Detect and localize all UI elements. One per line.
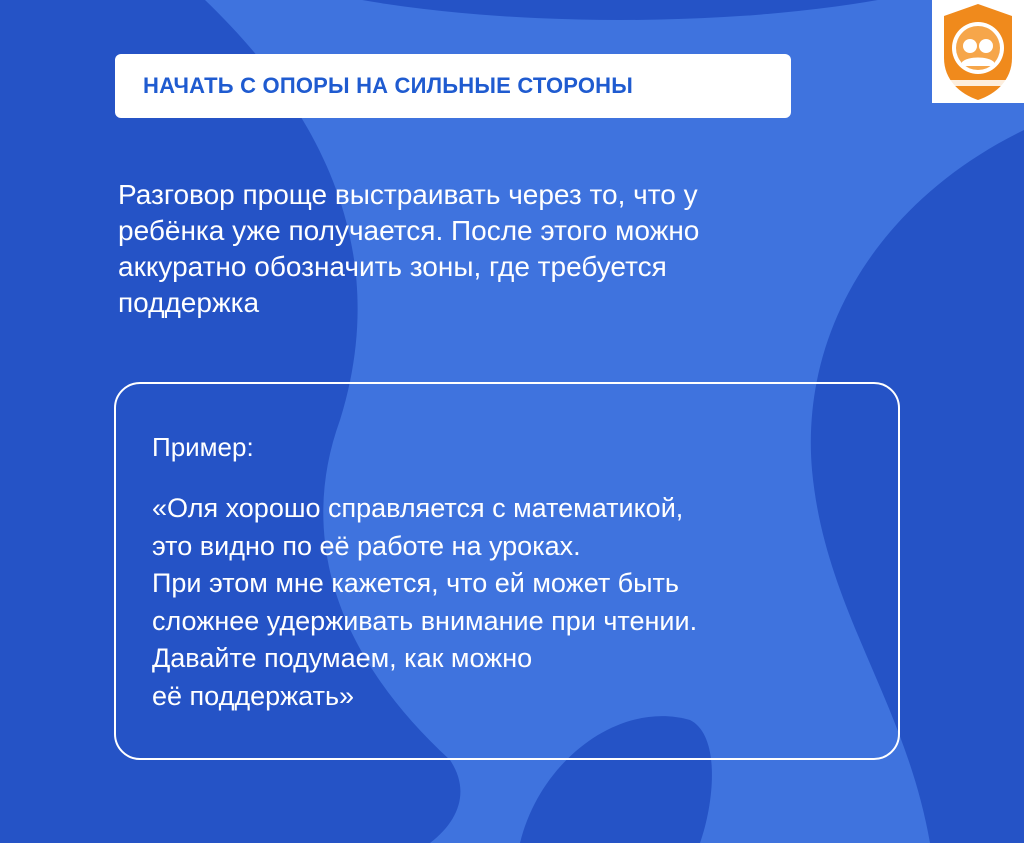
quote-line: её поддержать» bbox=[152, 680, 355, 711]
quote-line: Давайте подумаем, как можно bbox=[152, 643, 533, 673]
quote-line: это видно по её работе на уроках. bbox=[152, 530, 581, 561]
quote-line: При этом мне кажется, что ей может быть bbox=[152, 568, 679, 598]
intro-text bbox=[118, 177, 908, 321]
quote-line: «Оля хорошо справляется с математикой, bbox=[152, 493, 684, 523]
section-title: НАЧАТЬ С ОПОРЫ НА СИЛЬНЫЕ СТОРОНЫ bbox=[143, 73, 633, 98]
example-label: Пример: bbox=[152, 432, 254, 462]
quote-line: сложнее удерживать внимание при чтении. bbox=[152, 605, 698, 636]
intro-line: ребёнка уже получается. После этого можно bbox=[118, 215, 700, 246]
intro-line: поддержка bbox=[118, 287, 260, 318]
intro-line: аккуратно обозначить зоны, где требуется bbox=[118, 251, 667, 282]
example-quote bbox=[152, 490, 697, 715]
section-title-banner bbox=[115, 54, 791, 118]
example-card bbox=[114, 382, 900, 760]
organization-logo bbox=[932, 0, 1024, 103]
orange-emblem-icon bbox=[932, 0, 1024, 103]
intro-line: Разговор проще выстраивать через то, что у bbox=[118, 179, 698, 210]
